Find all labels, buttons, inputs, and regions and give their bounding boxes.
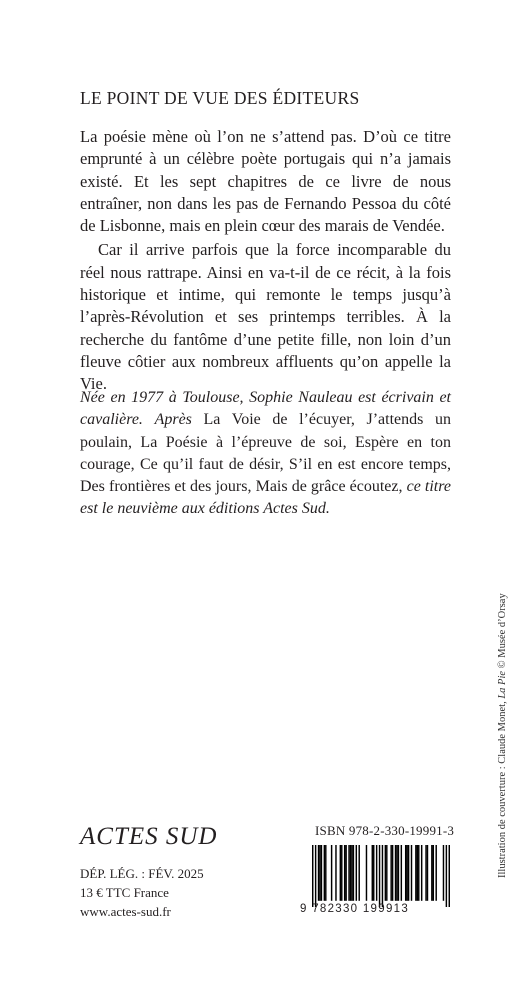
isbn: ISBN 978-2-330-19991-3 — [315, 823, 455, 838]
barcode-bar — [406, 845, 407, 901]
barcode-bar — [431, 845, 432, 901]
barcode-bar — [415, 845, 416, 901]
blurb-paragraph: La poésie mène où l’on ne s’attend pas. D’où ce titre emprunté à un célèbre poète portugais qui n’a jamais existé. Et les sept chapitres de ce livre de nous entraîner, non dans les pas de Fernando Pessoa du côté de Lisbonne, mais en plein cœur des marais de Vendée. — [80, 127, 451, 236]
barcode-bar — [345, 845, 346, 901]
barcode-bar — [348, 845, 349, 901]
barcode-bar — [392, 845, 393, 901]
barcode-bar — [372, 845, 373, 901]
blurb-paragraph: Car il arrive parfois que la force incomparable du réel nous rattrape. Ainsi en va-t-il de ce récit, à la fois historique et intime, qui remonte le temps jusqu’à l’après-Révolution et ses printemps terribles. À la recherche du fantôme d’une petite fille, non loin d’un fleuve côtier aux nombreux affluents qu’on appelle la Vie. — [80, 240, 451, 394]
barcode-bar — [335, 845, 336, 901]
barcode-bar — [350, 845, 351, 901]
barcode-bar — [390, 845, 391, 901]
barcode-bar — [356, 845, 357, 901]
barcode-block — [300, 845, 450, 917]
barcode-digits: 9 782330 199913 — [300, 903, 410, 915]
legal-deposit: DÉP. LÉG. : FÉV. 2025 — [80, 866, 204, 881]
credit-work: La Pie — [497, 670, 508, 699]
barcode-bar — [344, 845, 345, 901]
barcode-bar — [358, 845, 359, 901]
barcode-bar — [341, 845, 342, 901]
barcode-bar — [443, 845, 444, 901]
barcode-bar — [435, 845, 436, 901]
barcode-image — [312, 845, 450, 907]
barcode-bar — [446, 845, 447, 907]
barcode-bar — [408, 845, 409, 901]
barcode-bar — [324, 845, 325, 901]
barcode-bar — [331, 845, 332, 901]
barcode-bar — [373, 845, 374, 901]
barcode-bar — [366, 845, 367, 901]
credit-suffix: © Musée d’Orsay — [497, 593, 508, 669]
barcode-bar — [379, 845, 380, 907]
barcode-bar — [421, 845, 422, 901]
barcode-bar — [425, 845, 426, 901]
credit-prefix: Illustration de couverture : Claude Monet, — [497, 701, 508, 878]
barcode-bar — [418, 845, 419, 901]
legal-info — [80, 864, 204, 921]
barcode-bar — [401, 845, 402, 901]
barcode-bar — [353, 845, 354, 901]
barcode-bar — [312, 845, 313, 907]
bio-outro: ce titre est le neuvième aux éditions Actes Sud. — [80, 478, 451, 518]
barcode-bar — [318, 845, 319, 901]
barcode-bar — [396, 845, 397, 901]
cover-credit — [497, 593, 508, 878]
barcode-bar — [351, 845, 352, 901]
barcode-bar — [376, 845, 377, 901]
barcode-bar — [319, 845, 320, 901]
author-bio — [80, 387, 451, 521]
barcode-bar — [449, 845, 450, 907]
barcode-bar — [417, 845, 418, 901]
website: www.actes-sud.fr — [80, 904, 171, 919]
price: 13 € TTC France — [80, 885, 169, 900]
publisher-blurb — [80, 126, 451, 396]
publisher-name: ACTES SUD — [80, 823, 218, 850]
barcode-bar — [382, 845, 383, 907]
barcode-bar — [405, 845, 406, 901]
barcode-bar — [411, 845, 412, 901]
barcode-bar — [315, 845, 316, 907]
bio-apres: Après — [154, 411, 192, 429]
barcode-bar — [386, 845, 387, 901]
barcode-bar — [385, 845, 386, 901]
barcode-bar — [321, 845, 322, 901]
barcode-bar — [427, 845, 428, 901]
bio-intro: Née en 1977 à Toulouse, Sophie Nauleau est écrivain et cavalière. — [80, 389, 451, 429]
barcode-bar — [398, 845, 399, 901]
barcode-bar — [325, 845, 326, 901]
bio-titles: La Voie de l’écuyer, J’attends un poulain, La Poésie à l’épreuve de soi, Espère en ton courage, Ce qu’il faut de désir, S’il en est encore temps, Des frontières et des jours, Mais de grâce écoutez, — [80, 411, 451, 496]
barcode-bar — [395, 845, 396, 901]
section-heading: LE POINT DE VUE DES ÉDITEURS — [80, 88, 360, 108]
barcode-bar — [433, 845, 434, 901]
barcode-bar — [340, 845, 341, 901]
